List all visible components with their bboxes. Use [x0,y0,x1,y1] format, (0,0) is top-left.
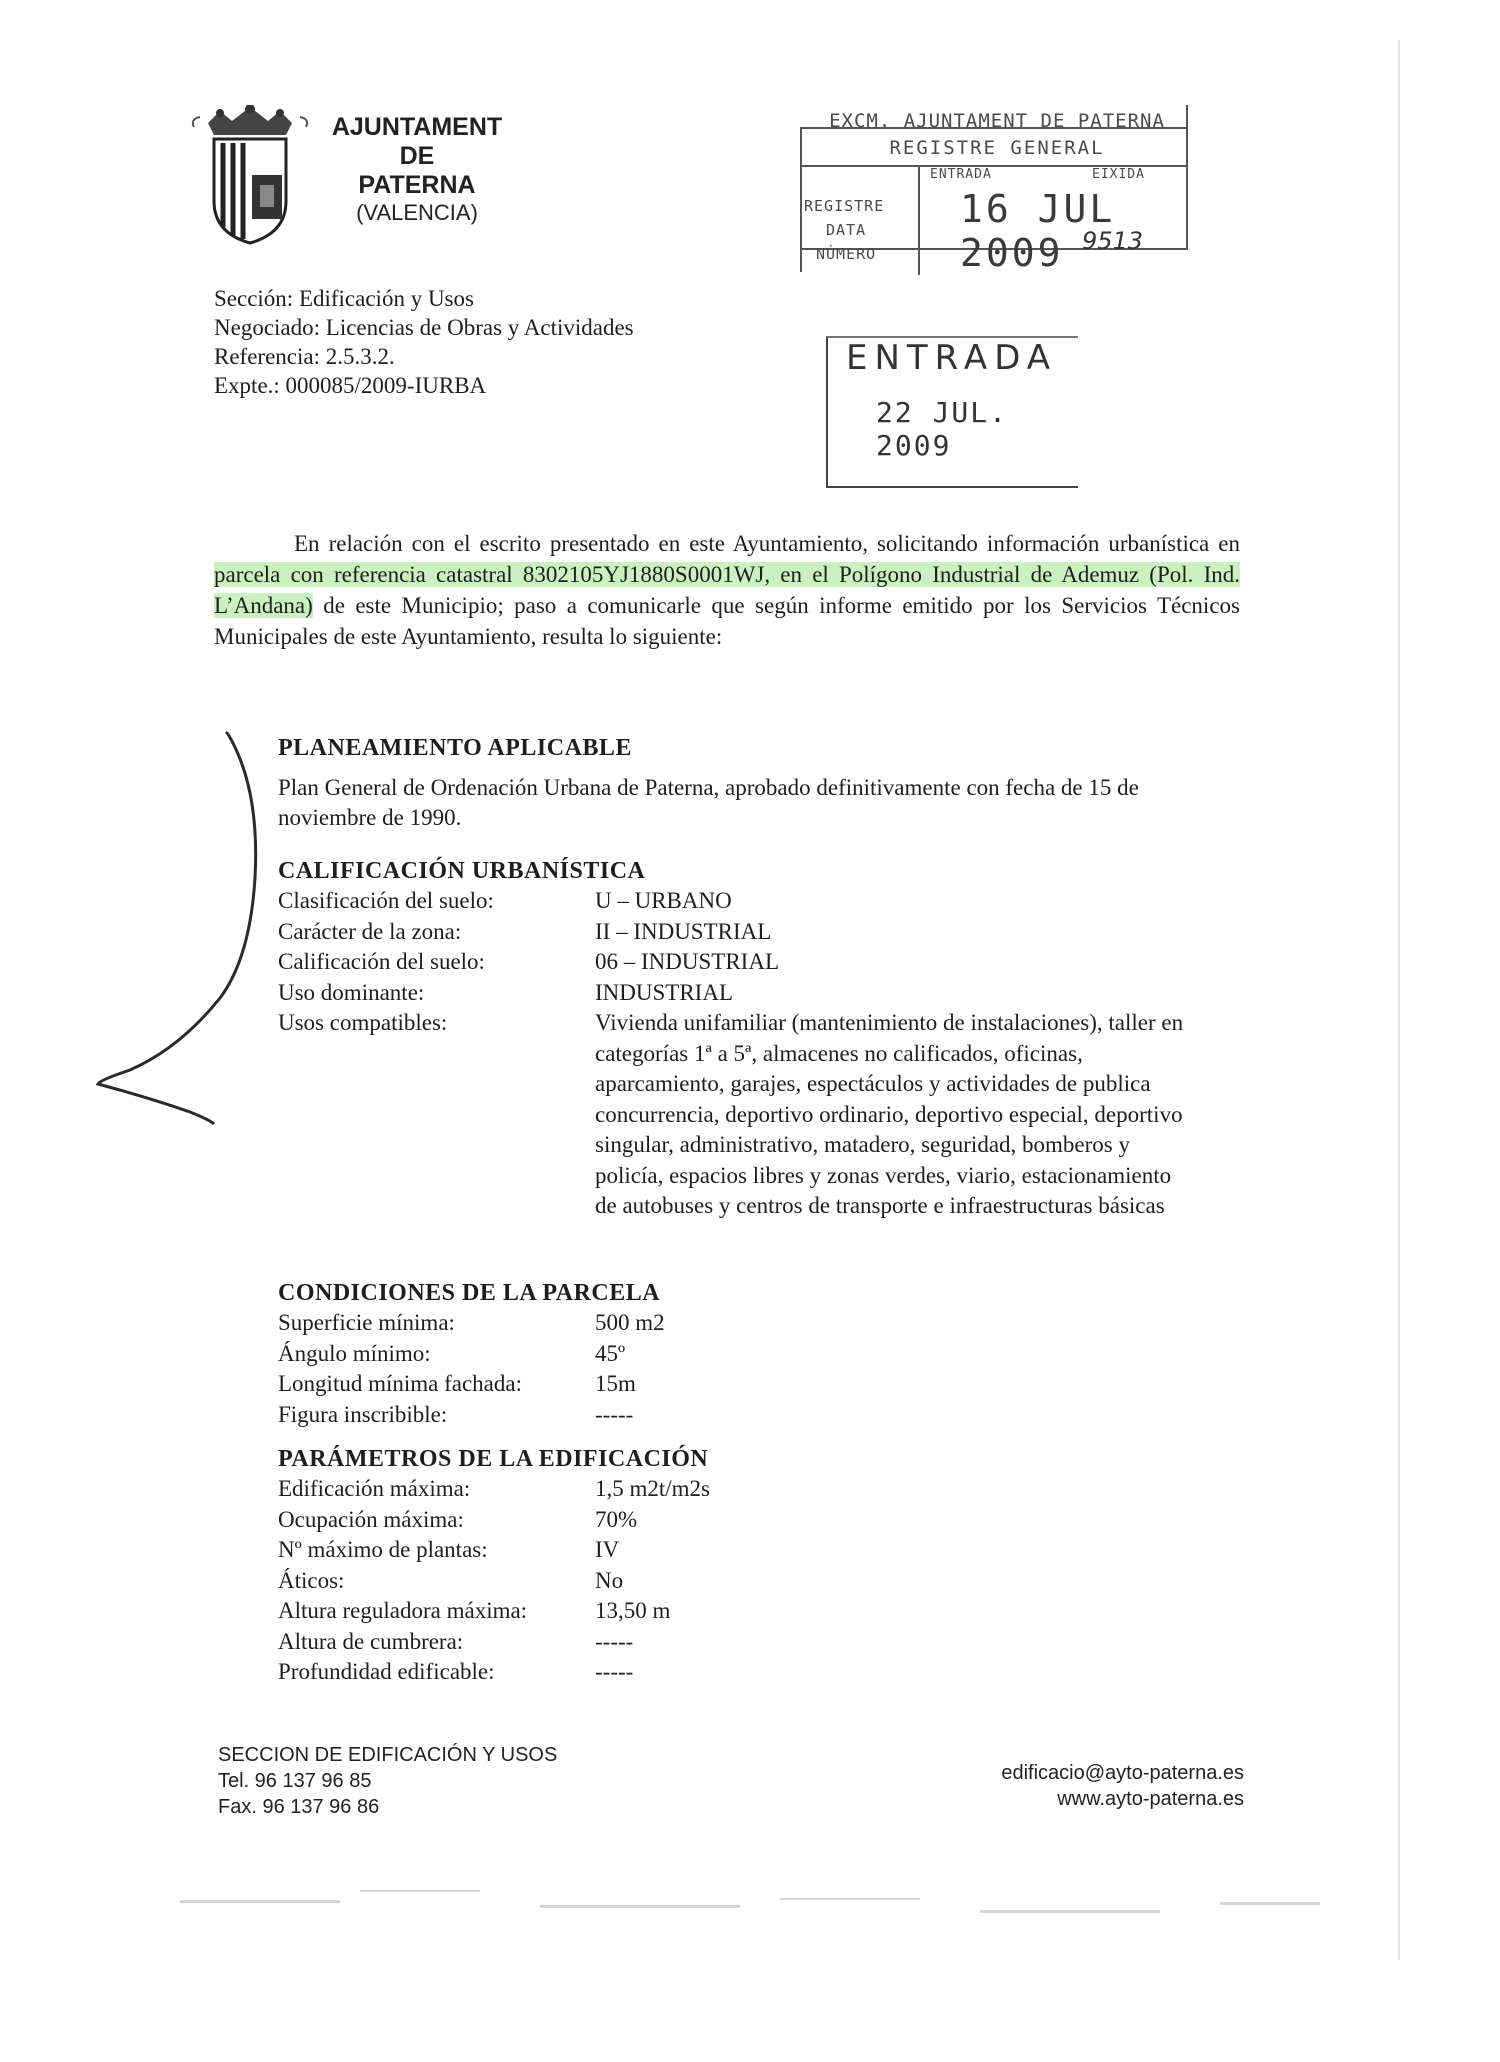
footer-email[interactable]: edificacio@ayto-paterna.es [1001,1762,1244,1784]
row-label: Altura de cumbrera: [278,1628,464,1654]
row-label: Altura reguladora máxima: [278,1598,528,1623]
stamp-number: 9513 [1082,227,1144,255]
stamp-row-data: DATA [826,221,867,239]
stamp-subtitle: REGISTRE GENERAL [889,137,1105,159]
section-planeamiento [278,733,1178,833]
table-row [278,917,1235,948]
row-value: 15m [595,1371,636,1396]
stamp-row-registre: REGISTRE [804,197,885,215]
row-label: Figura inscribible: [278,1401,448,1427]
row-value: INDUSTRIAL [595,979,733,1005]
row-value: 45º [595,1340,626,1366]
row-value: 06 – INDUSTRIAL [595,949,779,974]
intro-text-before: En relación con el escrito presentado en este Ayuntamiento, solicitando información urbanística en [294,531,1240,556]
table-row [278,1505,1235,1536]
stamp-date: 16 JUL 2009 [960,187,1116,275]
row-value: No [595,1567,624,1593]
row-label: Áticos: [278,1567,345,1593]
row-value: Vivienda unifamiliar (mantenimiento de instalaciones), taller en categorías 1ª a 5ª, almacenes no calificados, oficinas, aparcamiento, garajes, espectáculos y actividades de publica concurrencia, deportivo ordinario, deportivo especial, deportivo singular, administrativo, matadero, seguridad, bomberos y policía, espacios libres y zonas verdes, viario, estacionamiento de autobuses y centros de transporte e infraestructuras básicas [595,1010,1184,1218]
table-row [278,1474,1235,1505]
registry-stamp [800,105,1192,275]
stamp-col-entrada: ENTRADA [930,167,992,182]
table-row [278,1657,1235,1688]
planeamiento-text: Plan General de Ordenación Urbana de Paterna, aprobado definitivamente con fecha de 15 de noviembre de 1990. [278,775,1139,830]
footer-web[interactable]: www.ayto-paterna.es [1057,1788,1244,1810]
footer-web-contact [930,1760,1244,1812]
row-label: Ángulo mínimo: [278,1340,431,1366]
row-value: 70% [595,1506,638,1532]
row-label: Longitud mínima fachada: [278,1371,522,1396]
stamp-title: EXCM. AJUNTAMENT DE PATERNA [829,110,1165,132]
footer-tel: Tel. 96 137 96 85 [218,1770,372,1792]
intro-paragraph [214,528,1240,652]
scan-page-edge [1398,40,1400,1960]
row-value: 13,50 m [595,1598,671,1623]
org-line-4: (VALENCIA) [356,200,478,225]
table-row [278,1535,1235,1566]
heading-parcela: CONDICIONES DE LA PARCELA [278,1280,661,1306]
row-label: Ocupación máxima: [278,1506,464,1532]
section-calificacion [278,856,1235,1222]
row-value: ----- [595,1628,634,1654]
section-edificacion [278,1444,1235,1688]
row-label: Superficie mínima: [278,1310,455,1335]
table-row [278,1596,1235,1627]
row-label: Nº máximo de plantas: [278,1537,488,1562]
table-row [278,1627,1235,1658]
table-row [278,1566,1235,1597]
table-row [278,1308,1235,1339]
heading-calificacion: CALIFICACIÓN URBANÍSTICA [278,858,646,884]
row-value: 500 m2 [595,1310,665,1335]
footer-fax: Fax. 96 137 96 86 [218,1796,380,1818]
row-label: Edificación máxima: [278,1476,471,1501]
heading-planeamiento: PLANEAMIENTO APLICABLE [278,735,632,761]
entry-stamp-date: 22 JUL. 2009 [876,396,1009,462]
table-row [278,1008,1235,1222]
row-value: 1,5 m2t/m2s [595,1476,711,1501]
org-line-2: DE [399,142,435,170]
meta-seccion: Sección: Edificación y Usos [214,286,474,311]
section-parcela [278,1278,1235,1430]
row-label: Clasificación del suelo: [278,888,494,913]
row-value: ----- [595,1659,634,1684]
stamp-row-numero: NÚMERO [816,245,877,263]
row-value: II – INDUSTRIAL [595,918,772,944]
row-label: Uso dominante: [278,979,425,1005]
table-row [278,1400,1235,1431]
document-metadata [214,284,634,400]
row-label: Usos compatibles: [278,1010,448,1035]
organization-name [312,112,522,226]
row-label: Calificación del suelo: [278,949,485,974]
org-line-1: AJUNTAMENT [331,113,503,141]
table-row [278,886,1235,917]
scan-noise-decoration [160,1860,1360,1930]
coat-of-arms-icon [190,105,310,245]
stamp-col-eixida: EIXIDA [1092,167,1145,182]
row-value: IV [595,1537,620,1562]
handwritten-bracket-mark [90,728,260,1128]
org-line-3: PATERNA [358,171,476,199]
meta-negociado: Negociado: Licencias de Obras y Actividades [214,315,634,340]
table-row [278,947,1235,978]
row-value: U – URBANO [595,888,732,913]
entry-stamp-title: ENTRADA [846,338,1058,378]
row-label: Profundidad edificable: [278,1659,495,1684]
row-label: Carácter de la zona: [278,918,462,944]
meta-expte: Expte.: 000085/2009-IURBA [214,373,487,398]
table-row [278,978,1235,1009]
table-row [278,1339,1235,1370]
row-value: ----- [595,1401,634,1427]
highlighted-cadastral-reference: parcela con referencia catastral 8302105YJ1880S0001WJ, en el Polígono Industrial de Ademuz (Pol. Ind. L’Andana) [214,562,1240,618]
intro-text-after: de este Municipio; paso a comunicarle que según informe emitido por los Servicios Técnicos Municipales de este Ayuntamiento, resulta lo siguiente: [214,593,1240,649]
heading-edificacion: PARÁMETROS DE LA EDIFICACIÓN [278,1446,709,1472]
entry-stamp [826,336,1078,488]
footer-dept: SECCION DE EDIFICACIÓN Y USOS [218,1744,558,1766]
footer-contact [218,1742,557,1820]
meta-referencia: Referencia: 2.5.3.2. [214,344,395,369]
table-row [278,1369,1235,1400]
